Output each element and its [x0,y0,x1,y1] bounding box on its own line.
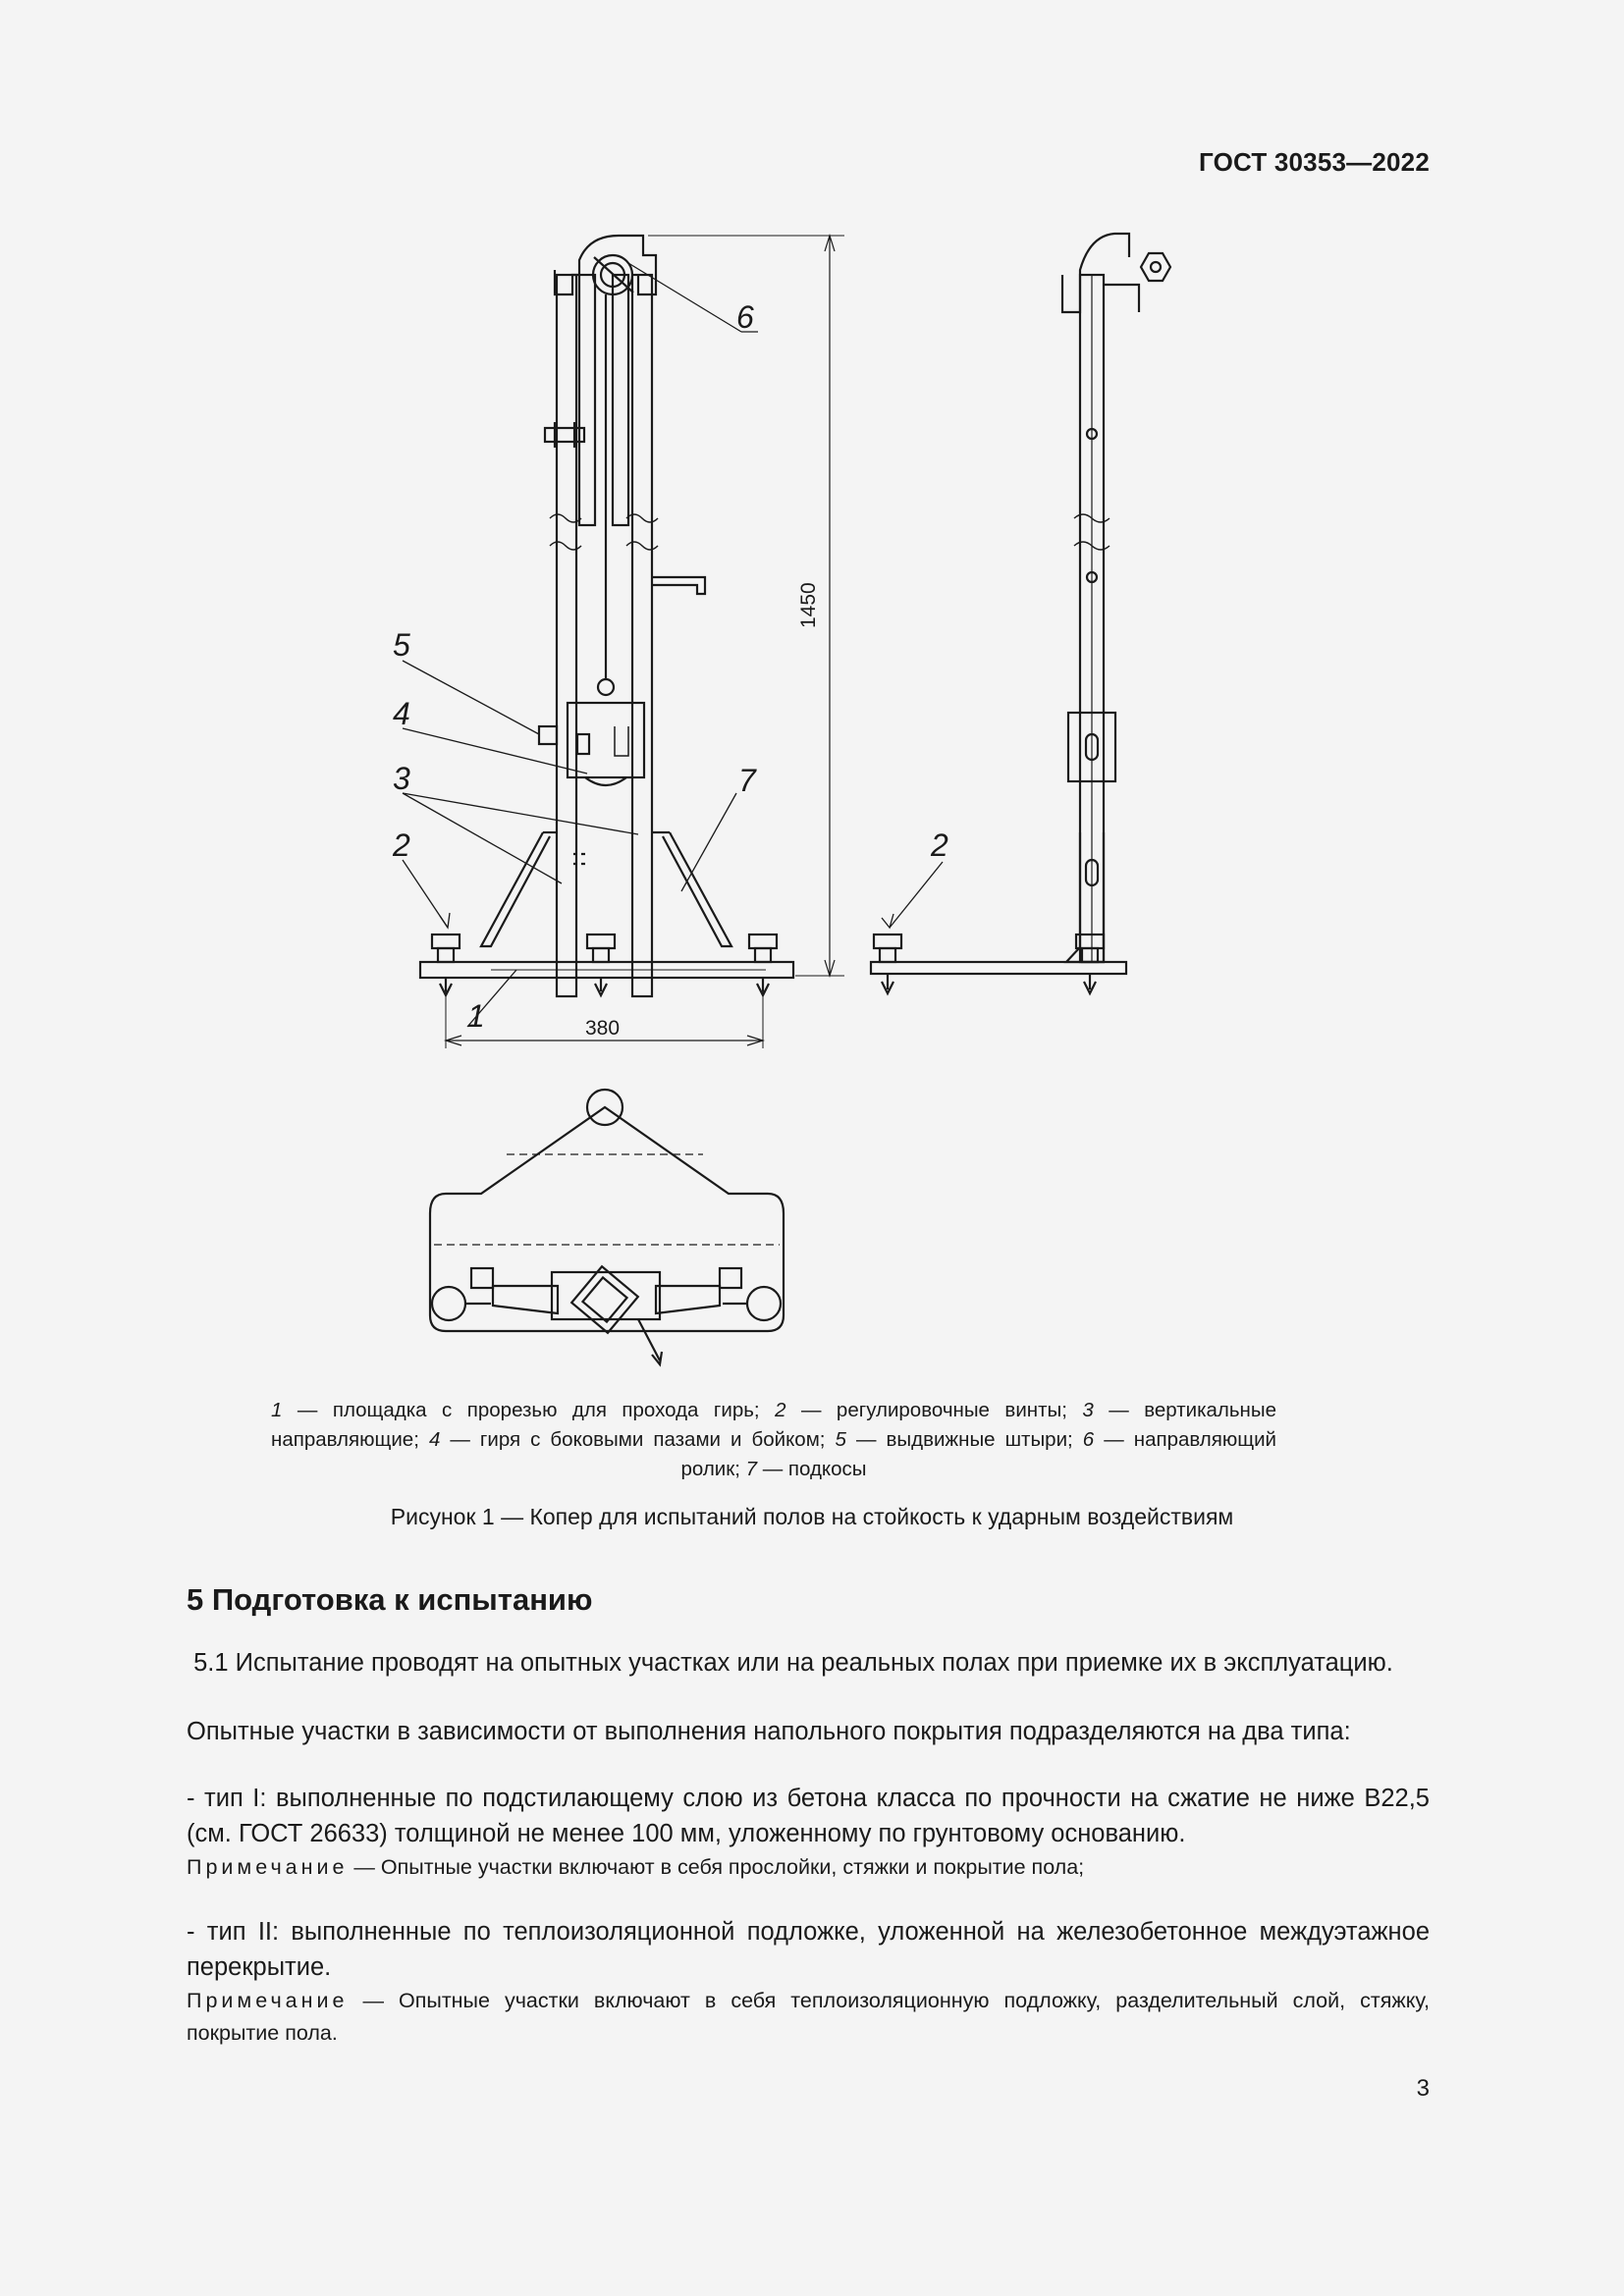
page-number: 3 [1416,2075,1430,2102]
figure-legend: 1 — площадка с прорезью для прохода гирь; 2 — регулировочные винты; 3 — вертикальные направляющие; 4 — гиря с боковыми пазами и бойком; 5 — выдвижные штыри; 6 — направляющий ролик; 7 — подкосы [271,1399,1277,1480]
label-6: 6 [736,299,754,335]
paragraph-5-1: 5.1 Испытание проводят на опытных участках или на реальных полах при приемке их в эксплуатацию. [193,1649,1393,1677]
dimension-width: 380 [585,1017,621,1040]
figure-caption: Рисунок 1 — Копер для испытаний полов на стойкость к ударным воздействиям [390,1504,1234,1529]
paragraph-type-2: - тип II: выполненные по теплоизоляционной подложке, уложенной на железобетонное междуэтажное перекрытие. [187,1918,1430,1981]
side-view [871,234,1170,993]
label-7: 7 [738,763,756,798]
document-header: ГОСТ 30353—2022 [1199,147,1430,177]
label-3: 3 [393,761,410,796]
note-1: Примечание — Опытные участки включают в себя прослойки, стяжки и покрытие пола; [187,1855,1085,1879]
label-4: 4 [393,696,410,731]
front-view [403,236,844,1048]
note-2: Примечание — Опытные участки включают в себя теплоизоляционную подложку, разделительный слой, стяжку, покрытие пола. [187,1989,1430,2045]
dimension-height: 1450 [797,582,820,628]
paragraph-types: Опытные участки в зависимости от выполнения напольного покрытия подразделяются на два типа: [187,1718,1351,1745]
section-title: 5 Подготовка к испытанию [187,1582,593,1617]
label-1: 1 [467,998,485,1034]
paragraph-type-1: - тип I: выполненные по подстилающему слою из бетона класса по прочности на сжатие не ниже В22,5 (см. ГОСТ 26633) толщиной не менее 100 мм, уложенному по грунтовому основанию. [187,1785,1430,1847]
label-5: 5 [393,627,410,663]
label-2: 2 [393,828,410,863]
plan-view [430,1090,784,1364]
label-2-side: 2 [931,828,948,863]
